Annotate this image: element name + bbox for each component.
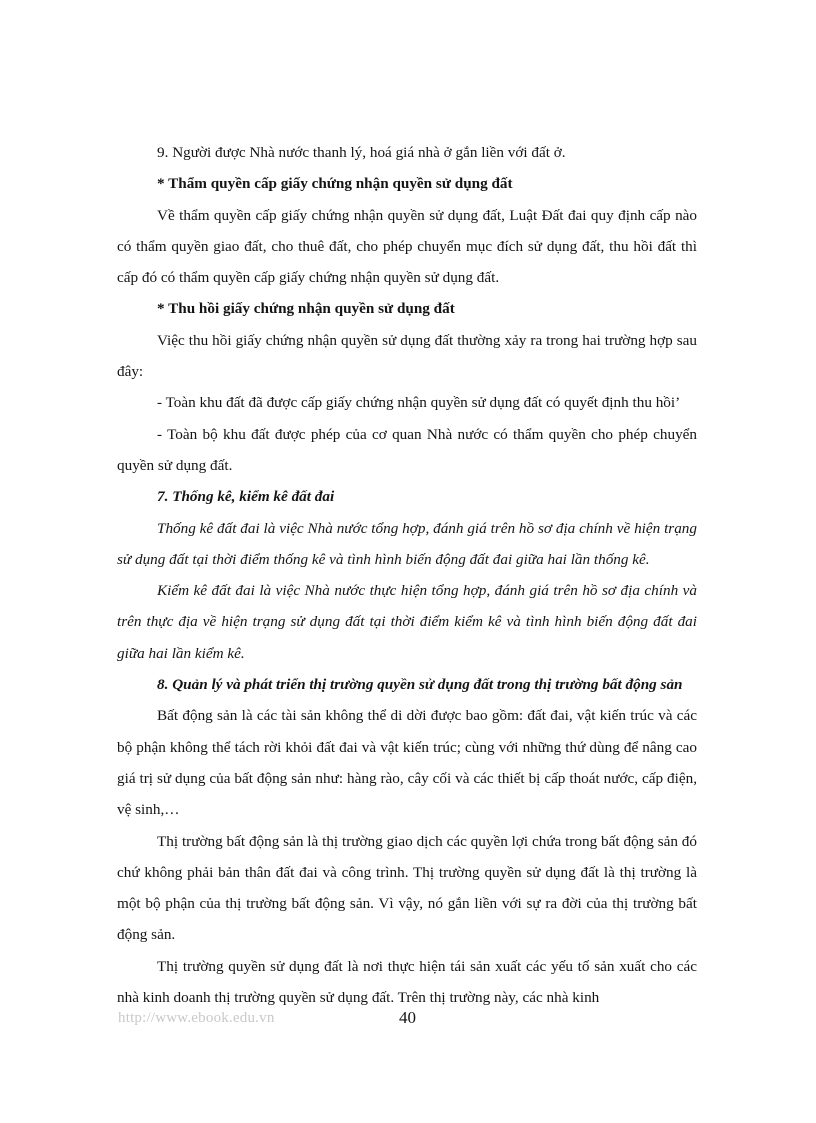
paragraph: 9. Người được Nhà nước thanh lý, hoá giá nhà ở gắn liền với đất ở. (157, 144, 566, 161)
paragraph: - Toàn khu đất đã được cấp giấy chứng nhận quyền sử dụng đất có quyết định thu hồi’ (157, 394, 681, 412)
body-text (117, 137, 697, 1013)
paragraph: Bất động sản là các tài sản không thể di dời được bao gồm: đất đai, vật kiến trúc và các bộ phận không thể tách rời khỏi đất đai và vật kiến trúc; cùng với những thứ dùng để nâng cao giá trị sử dụng của bất động sản như: hàng rào, cây cối và các thiết bị cấp thoát nước, cấp điện, vệ sinh,… (117, 707, 697, 819)
section-heading: 8. Quản lý và phát triển thị trường quyền sử dụng đất trong thị trường bất động sản (157, 676, 683, 694)
footer-link[interactable]: http://www.ebook.edu.vn (118, 1010, 275, 1026)
paragraph: Thống kê đất đai là việc Nhà nước tổng hợp, đánh giá trên hồ sơ địa chính về hiện trạng sử dụng đất tại thời điểm thống kê và tình hình biến động đất đai giữa hai lần thống kê. (117, 519, 697, 568)
section-heading: * Thẩm quyền cấp giấy chứng nhận quyền sử dụng đất (157, 175, 513, 193)
paragraph: - Toàn bộ khu đất được phép của cơ quan Nhà nước có thẩm quyền cho phép chuyển quyền sử dụng đất. (117, 425, 697, 474)
paragraph: Kiểm kê đất đai là việc Nhà nước thực hiện tổng hợp, đánh giá trên hồ sơ địa chính và trên thực địa về hiện trạng sử dụng đất tại thời điểm kiểm kê và tình hình biến động đất đai giữa hai lần kiểm kê. (117, 582, 697, 662)
page-number: 40 (399, 1008, 416, 1027)
section-heading: 7. Thống kê, kiểm kê đất đai (157, 488, 335, 506)
paragraph: Việc thu hồi giấy chứng nhận quyền sử dụng đất thường xảy ra trong hai trường hợp sau đây: (117, 331, 697, 381)
paragraph: Thị trường bất động sản là thị trường giao dịch các quyền lợi chứa trong bất động sản đó chứ không phải bản thân đất đai và công trình. Thị trường quyền sử dụng đất là thị trường là một bộ phận của thị trường bất động sản. Vì vậy, nó gắn liền với sự ra đời của thị trường bất động sản. (117, 832, 697, 944)
paragraph: Thị trường quyền sử dụng đất là nơi thực hiện tái sản xuất các yếu tố sản xuất cho các nhà kinh doanh thị trường quyền sử dụng đất. Trên thị trường này, các nhà kinh (117, 957, 697, 1007)
paragraph: Về thẩm quyền cấp giấy chứng nhận quyền sử dụng đất, Luật Đất đai quy định cấp nào có thẩm quyền giao đất, cho thuê đất, cho phép chuyển mục đích sử dụng đất, thu hồi đất thì cấp đó có thẩm quyền cấp giấy chứng nhận quyền sử dụng đất. (117, 206, 697, 287)
section-heading: * Thu hồi giấy chứng nhận quyền sử dụng đất (157, 300, 455, 318)
